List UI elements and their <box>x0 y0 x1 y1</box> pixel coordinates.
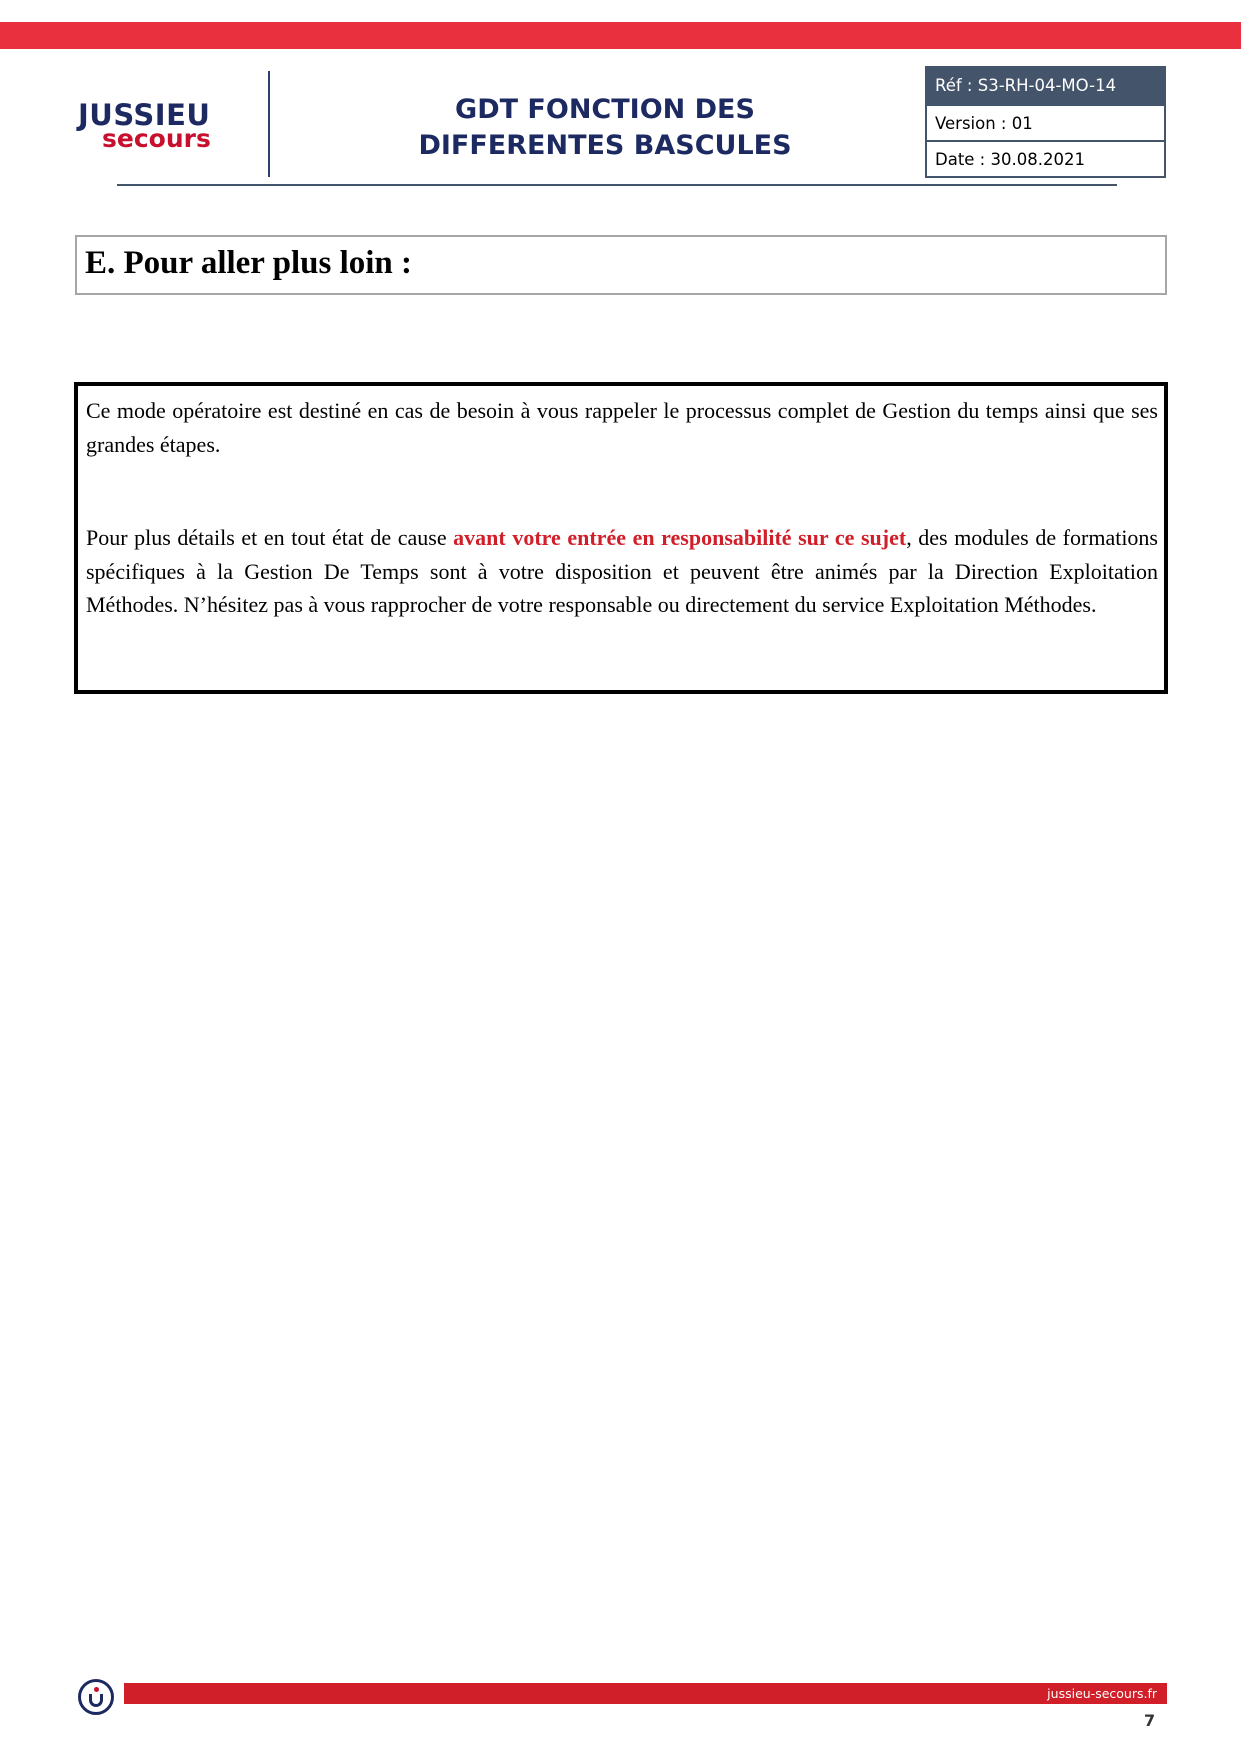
section-title: E. Pour aller plus loin : <box>85 245 413 281</box>
page-number: 7 <box>1144 1711 1156 1730</box>
footer-logo-cup <box>89 1694 103 1707</box>
document-title <box>370 92 840 164</box>
document-title-line-2: DIFFERENTES BASCULES <box>418 130 792 161</box>
footer-url: jussieu-secours.fr <box>1047 1686 1157 1701</box>
paragraph-2 <box>86 521 1158 622</box>
content-box <box>74 382 1168 694</box>
paragraph-2-emphasis: avant votre entrée en responsabilité sur ce sujet <box>453 525 907 550</box>
header-divider <box>268 71 270 177</box>
footer-logo-icon <box>78 1679 114 1715</box>
footer-logo-dot <box>94 1687 99 1692</box>
document-title-line-1: GDT FONCTION DES <box>455 94 755 125</box>
paragraph-2-intro: Pour plus détails et en tout état de cause <box>86 525 454 550</box>
top-accent-bar <box>0 22 1241 49</box>
logo-line-2: secours <box>102 124 211 153</box>
jussieu-secours-logo <box>78 100 258 160</box>
header-rule <box>117 184 1117 186</box>
paragraph-2-rest: , des modules de formations spécifiques à la Gestion De Temps sont à votre disposition et peuvent être animés par la Direction Exploitation Méthodes. N’hésitez pas à vous rapprocher de votre responsable ou directement du service Exploitation Méthodes. <box>86 525 1158 617</box>
paragraph-1: Ce mode opératoire est destiné en cas de besoin à vous rappeler le processus complet de Gestion du temps ainsi que ses grandes étapes. <box>86 398 1158 457</box>
meta-date: Date : 30.08.2021 <box>927 140 1164 176</box>
logo-line-1: JUSSIEU <box>78 98 211 132</box>
document-meta-table <box>925 66 1166 178</box>
section-heading-box <box>75 235 1167 295</box>
footer-bar <box>124 1683 1167 1704</box>
meta-reference: Réf : S3-RH-04-MO-14 <box>927 68 1164 104</box>
meta-version: Version : 01 <box>927 104 1164 140</box>
